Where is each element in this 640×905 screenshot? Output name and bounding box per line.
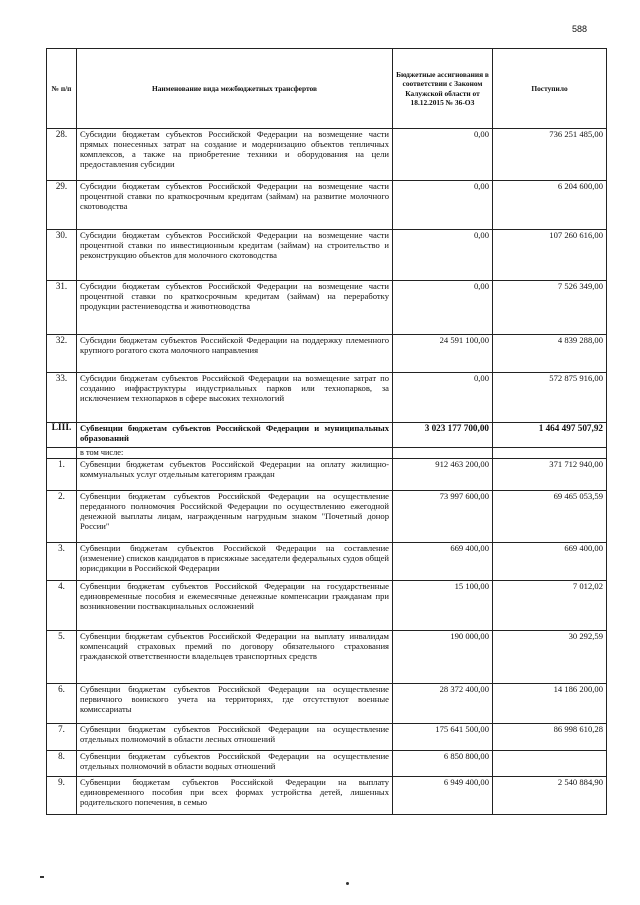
table-row	[47, 543, 607, 581]
row-number: 30.	[47, 230, 77, 281]
row-received-amount: 69 465 053,59	[493, 491, 607, 543]
table-row	[47, 181, 607, 230]
section-number: LIII.	[47, 423, 77, 448]
row-transfer-name: Субвенции бюджетам субъектов Российской Федерации на осуществление первичного воинского учета на территориях, где отсутствуют военные комиссариаты	[77, 684, 393, 724]
row-received-amount: 4 839 288,00	[493, 335, 607, 373]
row-received-amount: 2 540 884,90	[493, 777, 607, 815]
row-budget-amount: 0,00	[393, 181, 493, 230]
table-row	[47, 459, 607, 491]
row-received-amount: 7 526 349,00	[493, 281, 607, 335]
row-received-amount: 30 292,59	[493, 631, 607, 684]
row-number: 5.	[47, 631, 77, 684]
row-number: 4.	[47, 581, 77, 631]
row-received-amount: 371 712 940,00	[493, 459, 607, 491]
header-transfer-name: Наименование вида межбюджетных трансфертов	[77, 49, 393, 129]
row-transfer-name: Субсидии бюджетам субъектов Российской Федерации на поддержку племенного крупного рогатого скота молочного направления	[77, 335, 393, 373]
row-budget-amount: 175 641 500,00	[393, 724, 493, 751]
row-received-amount: 7 012,02	[493, 581, 607, 631]
row-budget-amount: 28 372 400,00	[393, 684, 493, 724]
section-note-row	[47, 448, 607, 459]
transfers-table	[46, 48, 607, 815]
row-budget-amount: 15 100,00	[393, 581, 493, 631]
row-transfer-name: Субсидии бюджетам субъектов Российской Федерации на возмещение части процентной ставки по краткосрочным кредитам (займам) на переработку продукции растениеводства и животноводства	[77, 281, 393, 335]
table-row	[47, 491, 607, 543]
row-number: 3.	[47, 543, 77, 581]
row-received-amount: 107 260 616,00	[493, 230, 607, 281]
row-transfer-name: Субвенции бюджетам субъектов Российской Федерации на осуществление отдельных полномочий в области водных отношений	[77, 751, 393, 777]
row-transfer-name: Субвенции бюджетам субъектов Российской Федерации на составление (изменение) списков кандидатов в присяжные заседатели федеральных судов общей юрисдикции в Российской Федерации	[77, 543, 393, 581]
table-row	[47, 335, 607, 373]
row-number: 9.	[47, 777, 77, 815]
row-number: 31.	[47, 281, 77, 335]
header-received: Поступило	[493, 49, 607, 129]
scan-mark	[346, 882, 349, 885]
row-transfer-name: Субсидии бюджетам субъектов Российской Федерации на возмещение части процентной ставки по инвестиционным кредитам (займам) на строительство и реконструкцию объектов для молочного скотоводства	[77, 230, 393, 281]
table-row	[47, 631, 607, 684]
table-row	[47, 777, 607, 815]
row-budget-amount: 912 463 200,00	[393, 459, 493, 491]
row-transfer-name: Субвенции бюджетам субъектов Российской Федерации на оплату жилищно-коммунальных услуг отдельным категориям граждан	[77, 459, 393, 491]
row-budget-amount: 0,00	[393, 230, 493, 281]
table-row	[47, 281, 607, 335]
row-budget-amount: 6 850 800,00	[393, 751, 493, 777]
table-row	[47, 684, 607, 724]
row-transfer-name: Субсидии бюджетам субъектов Российской Федерации на возмещение части прямых понесенных затрат на создание и модернизацию объектов тепличных комплексов, а также на приобретение техники и оборудования на цели предоставления субсидии	[77, 129, 393, 181]
row-budget-amount: 0,00	[393, 129, 493, 181]
table-header-row	[47, 49, 607, 129]
table-row	[47, 230, 607, 281]
row-received-amount: 86 998 610,28	[493, 724, 607, 751]
row-number: 2.	[47, 491, 77, 543]
header-number: № п/п	[47, 49, 77, 129]
section-budget-total: 3 023 177 700,00	[393, 423, 493, 448]
row-number: 8.	[47, 751, 77, 777]
row-transfer-name: Субвенции бюджетам субъектов Российской Федерации на государственные единовременные пособия и ежемесячные денежные компенсации гражданам при возникновении поствакцинальных осложнений	[77, 581, 393, 631]
row-transfer-name: Субсидии бюджетам субъектов Российской Федерации на возмещение части процентной ставки по краткосрочным кредитам (займам) на развитие молочного скотоводства	[77, 181, 393, 230]
scan-mark	[40, 876, 44, 878]
header-budget-allocations: Бюджетные ассигнования в соответствии с Законом Калужской области от 18.12.2015 № 36-ОЗ	[393, 49, 493, 129]
row-received-amount: 14 186 200,00	[493, 684, 607, 724]
row-number: 1.	[47, 459, 77, 491]
row-number: 7.	[47, 724, 77, 751]
row-budget-amount: 6 949 400,00	[393, 777, 493, 815]
row-number: 33.	[47, 373, 77, 423]
section-total-row	[47, 423, 607, 448]
row-received-amount: 736 251 485,00	[493, 129, 607, 181]
row-budget-amount: 0,00	[393, 281, 493, 335]
row-budget-amount: 190 000,00	[393, 631, 493, 684]
section-note: в том числе:	[77, 448, 393, 459]
row-number: 28.	[47, 129, 77, 181]
row-budget-amount: 73 997 600,00	[393, 491, 493, 543]
row-received-amount: 6 204 600,00	[493, 181, 607, 230]
table-row	[47, 751, 607, 777]
row-transfer-name: Субвенции бюджетам субъектов Российской Федерации на выплату единовременного пособия при всех формах устройства детей, лишенных родительского попечения, в семью	[77, 777, 393, 815]
row-transfer-name: Субсидии бюджетам субъектов Российской Федерации на возмещение затрат по созданию инфраструктуры индустриальных парков или технопарков, за исключением технопарков в сфере высоких технологий	[77, 373, 393, 423]
row-number: 6.	[47, 684, 77, 724]
row-transfer-name: Субвенции бюджетам субъектов Российской Федерации на осуществление отдельных полномочий в области лесных отношений	[77, 724, 393, 751]
row-received-amount: 669 400,00	[493, 543, 607, 581]
row-number: 29.	[47, 181, 77, 230]
row-budget-amount: 24 591 100,00	[393, 335, 493, 373]
table-row	[47, 724, 607, 751]
row-transfer-name: Субвенции бюджетам субъектов Российской Федерации на осуществление переданного полномочия Российской Федерации по осуществлению ежегодной денежной выплаты лицам, награжденным нагрудным знаком "Почетный донор России"	[77, 491, 393, 543]
row-budget-amount: 669 400,00	[393, 543, 493, 581]
row-received-amount: 572 875 916,00	[493, 373, 607, 423]
section-title: Субвенции бюджетам субъектов Российской Федерации и муниципальных образований	[77, 423, 393, 448]
table-row	[47, 581, 607, 631]
table-row	[47, 373, 607, 423]
row-received-amount	[493, 751, 607, 777]
row-budget-amount: 0,00	[393, 373, 493, 423]
row-number: 32.	[47, 335, 77, 373]
table-row	[47, 129, 607, 181]
section-received-total: 1 464 497 507,92	[493, 423, 607, 448]
page-number: 588	[572, 24, 588, 34]
row-transfer-name: Субвенции бюджетам субъектов Российской Федерации на выплату инвалидам компенсаций страховых премий по договору обязательного страхования гражданской ответственности владельцев транспортных средств	[77, 631, 393, 684]
